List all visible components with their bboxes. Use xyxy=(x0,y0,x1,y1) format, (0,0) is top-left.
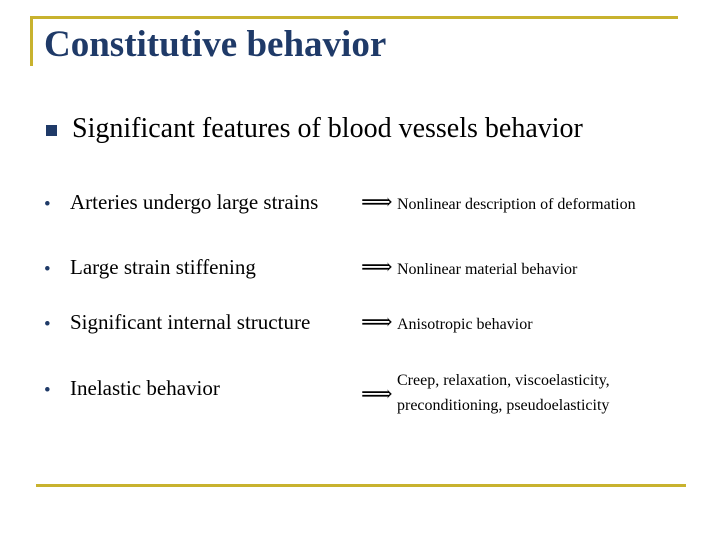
bullet-icon: • xyxy=(44,259,51,280)
implies-arrow-icon: ⟹ xyxy=(361,190,393,215)
square-bullet-icon xyxy=(46,125,57,136)
feature-text: Arteries undergo large strains xyxy=(70,190,319,214)
consequence-line: preconditioning, pseudoelasticity xyxy=(397,396,610,414)
feature-text: Inelastic behavior xyxy=(70,376,220,400)
frame-bottom-line xyxy=(36,484,686,487)
bullet-icon: • xyxy=(44,380,51,401)
consequence-text: Anisotropic behavior xyxy=(397,316,533,333)
slide-title: Constitutive behavior xyxy=(44,24,387,65)
frame-left-line xyxy=(30,16,33,66)
bullet-icon: • xyxy=(44,194,51,215)
bullet-icon: • xyxy=(44,314,51,335)
feature-text: Significant internal structure xyxy=(70,310,311,334)
feature-text: Large strain stiffening xyxy=(70,255,256,279)
implies-arrow-icon: ⟹ xyxy=(361,382,393,407)
consequence-line: Creep, relaxation, viscoelasticity, xyxy=(397,372,610,389)
consequence-text: Nonlinear description of deformation xyxy=(397,196,636,213)
consequence-text: Nonlinear material behavior xyxy=(397,261,578,278)
consequence-text xyxy=(397,369,610,419)
implies-arrow-icon: ⟹ xyxy=(361,255,393,280)
implies-arrow-icon: ⟹ xyxy=(361,310,393,335)
main-point: Significant features of blood vessels behavior xyxy=(72,113,583,144)
frame-top-line xyxy=(30,16,678,19)
